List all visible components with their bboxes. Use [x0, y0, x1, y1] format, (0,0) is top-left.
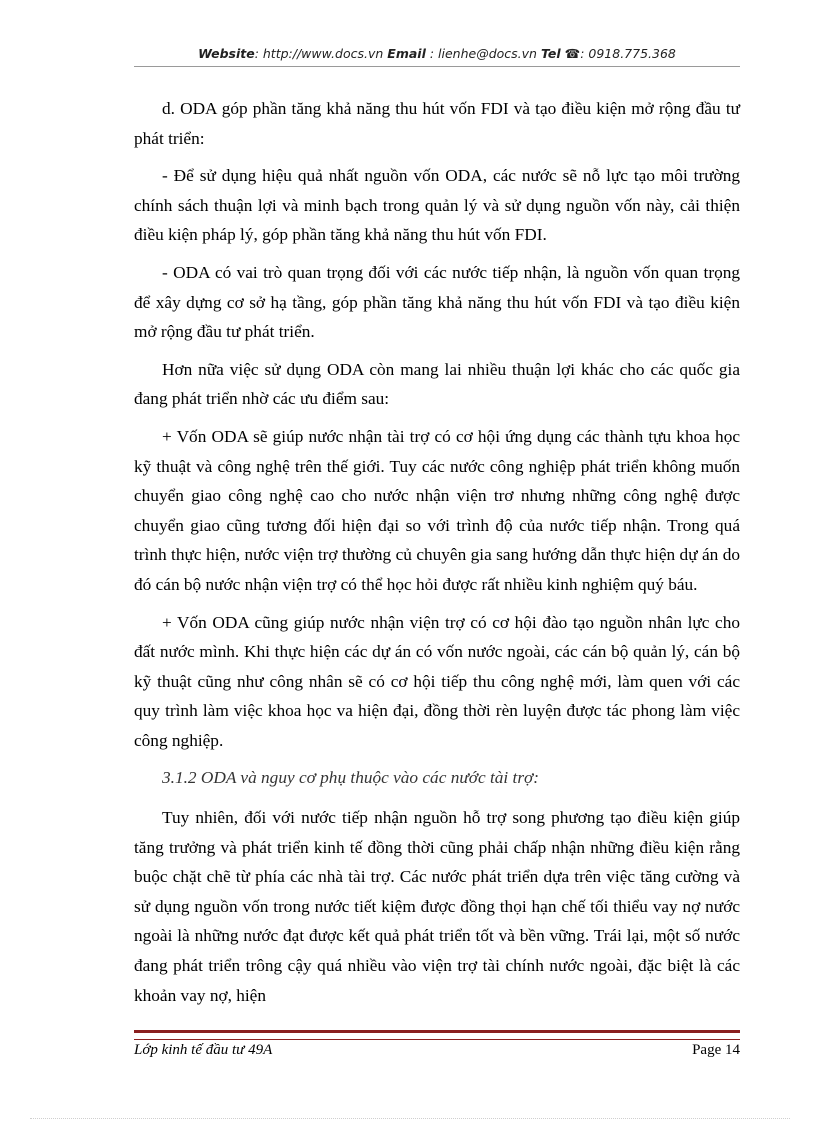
- email-value: : lienhe@docs.vn: [429, 46, 537, 61]
- paragraph: Hơn nữa việc sử dụng ODA còn mang lai nhiều thuận lợi khác cho các quốc gia đang phát triển nhờ các ưu điểm sau:: [134, 359, 740, 409]
- website-value: : http://www.docs.vn: [254, 46, 384, 61]
- page-edge-line: [30, 1118, 790, 1119]
- paragraph: + Vốn ODA sẽ giúp nước nhận tài trợ có cơ hội ứng dụng các thành tựu khoa học kỹ thuật và công nghệ trên thế giới. Tuy các nước công nghiệp phát triển không muốn chuyển giao công nghệ cao cho nước nhận viện trơ nhưng những công nghệ được chuyển giao cũng tương đối hiện đại so với trình độ của nước tiếp nhận. Trong quá trình thực hiện, nước viện trợ thường củ chuyên gia sang hướng dẫn thực hiện dự án do đó cán bộ nước nhận viện trợ có thể học hỏi được rất nhiều kinh nghiệm quý báu.: [134, 426, 740, 594]
- phone-icon: ☎: [564, 46, 581, 61]
- website-label: Website: [198, 46, 255, 61]
- footer-divider: [134, 1030, 740, 1040]
- email-label: Email: [387, 46, 426, 61]
- tel-value: : 0918.775.368: [580, 46, 676, 61]
- section-heading: 3.1.2 ODA và nguy cơ phụ thuộc vào các nước tài trợ:: [162, 768, 540, 788]
- paragraph: d. ODA góp phần tăng khả năng thu hút vốn FDI và tạo điều kiện mở rộng đầu tư phát triển:: [134, 99, 740, 148]
- page-number: Page 14: [692, 1042, 740, 1058]
- paragraph: Tuy nhiên, đối với nước tiếp nhận nguồn hỗ trợ song phương tạo điều kiện giúp tăng trưởng và phát triển kinh tế đồng thời cũng phải chấp nhận những điều kiện rằng buộc chặt chẽ từ phía các nhà tài trợ. Các nước phát triển dựa trên việc tăng cường và sử dụng nguồn vốn trong nước tiết kiệm được đồng thọi hạn chế tối thiểu vay nợ nước ngoài là những nước đạt được kết quả phát triển tốt và bền vững. Trái lại, một số nước đang phát triển trông cậy quá nhiều vào viện trợ tài chính nước ngoài, đặc biệt là các khoản vay nợ, hiện: [134, 808, 740, 1005]
- paragraph: - Để sử dụng hiệu quả nhất nguồn vốn ODA, các nước sẽ nỗ lực tạo môi trường chính sách thuận lợi và minh bạch trong quản lý và sử dụng nguồn vốn này, cải thiện điều kiện pháp lý, góp phần tăng khả năng thu hút vốn FDI.: [134, 166, 740, 245]
- paragraph: + Vốn ODA cũng giúp nước nhận viện trợ có cơ hội đào tạo nguồn nhân lực cho đất nước mình. Khi thực hiện các dự án có vốn nước ngoài, các cán bộ quản lý, cán bộ kỹ thuật cũng như công nhân sẽ có cơ hội tiếp thu công nghệ mới, làm quen với các quy trình làm việc khoa học va hiện đại, đồng thời rèn luyện được tác phong làm việc công nghiệp.: [134, 612, 740, 750]
- document-body: [134, 94, 740, 1018]
- tel-label: Tel: [540, 46, 561, 61]
- paragraph: - ODA có vai trò quan trọng đối với các nước tiếp nhận, là nguồn vốn quan trọng để xây dựng cơ sở hạ tầng, góp phần tăng khả năng thu hút vốn FDI và tạo điều kiện mở rộng đầu tư phát triển.: [134, 262, 740, 342]
- header-divider: [134, 66, 740, 67]
- footer-class-name: Lớp kinh tế đầu tư 49A: [134, 1042, 273, 1058]
- page-header: [134, 46, 740, 61]
